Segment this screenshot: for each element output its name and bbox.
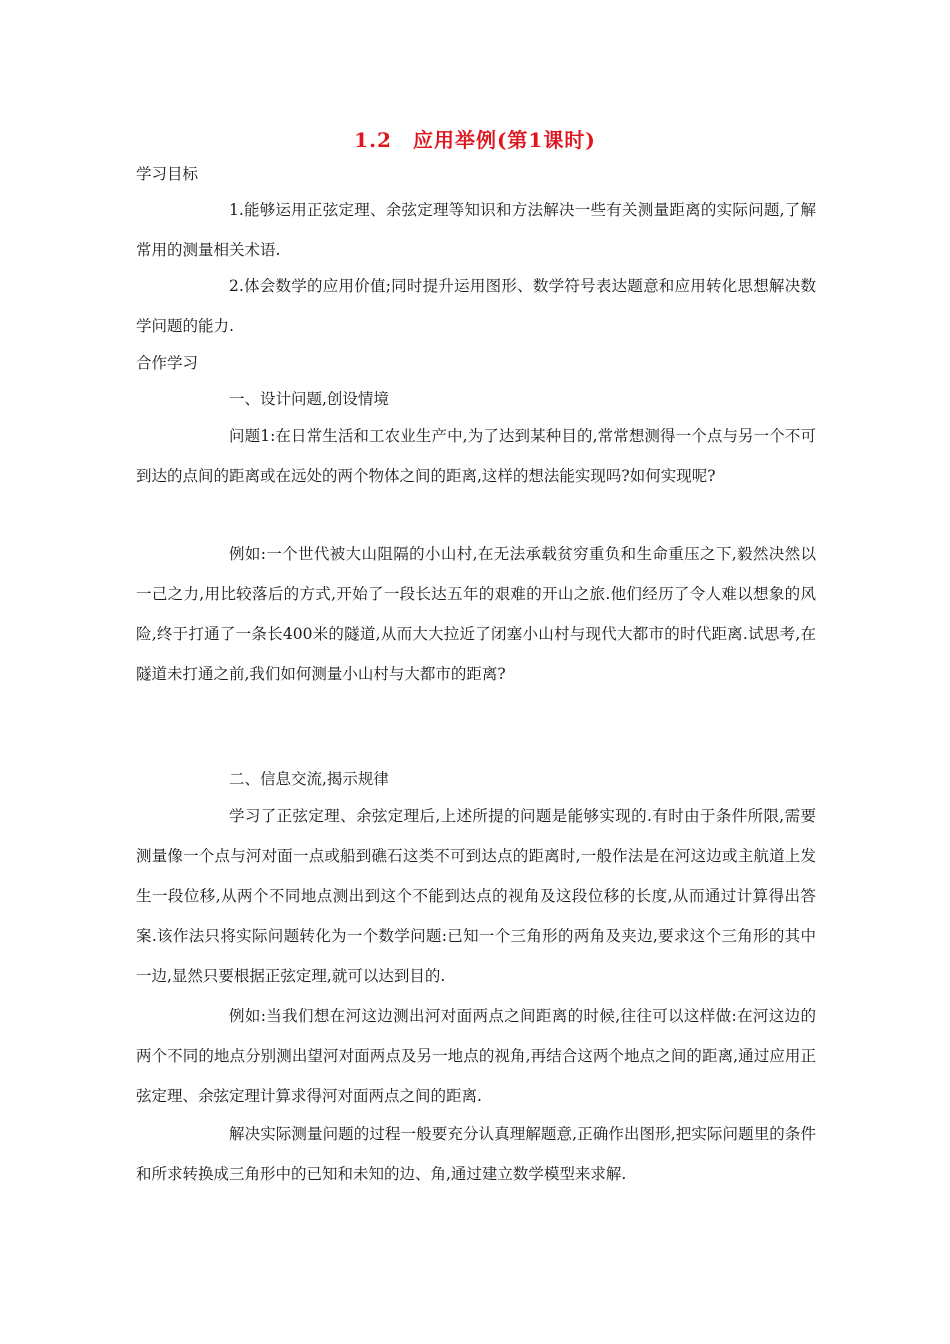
objectives-heading: 学习目标	[136, 165, 199, 183]
part1-heading: 一、设计问题,创设情境	[229, 390, 389, 408]
part2-heading: 二、信息交流,揭示规律	[229, 770, 389, 788]
part2-para2: 例如:当我们想在河这边测出河对面两点之间距离的时候,往往可以这样做:在河这边的两个不同的地点分别测出望河对面两点及另一地点的视角,再结合这两个地点之间的距离,通过应用正弦定理、余弦定理计算求得河对面两点之间的距离.	[136, 1007, 816, 1105]
part1-question: 问题1:在日常生活和工农业生产中,为了达到某种目的,常常想测得一个点与另一个不可到达的点间的距离或在远处的两个物体之间的距离,这样的想法能实现吗?如何实现呢?	[136, 427, 816, 485]
objective-2: 2.体会数学的应用价值;同时提升运用图形、数学符号表达题意和应用转化思想解决数学问题的能力.	[136, 277, 816, 335]
objective-1: 1.能够运用正弦定理、余弦定理等知识和方法解决一些有关测量距离的实际问题,了解常用的测量相关术语.	[136, 201, 816, 259]
part2-para1: 学习了正弦定理、余弦定理后,上述所提的问题是能够实现的.有时由于条件所限,需要测量像一个点与河对面一点或船到礁石这类不可到达点的距离时,一般作法是在河这边或主航道上发生一段位移,从两个不同地点测出到这个不能到达点的视角及这段位移的长度,从而通过计算得出答案.该作法只将实际问题转化为一个数学问题:已知一个三角形的两角及夹边,要求这个三角形的其中一边,显然只要根据正弦定理,就可以达到目的.	[136, 807, 816, 985]
part2-para3: 解决实际测量问题的过程一般要充分认真理解题意,正确作出图形,把实际问题里的条件和所求转换成三角形中的已知和未知的边、角,通过建立数学模型来求解.	[136, 1125, 816, 1183]
coop-heading: 合作学习	[136, 354, 199, 372]
part1-example: 例如:一个世代被大山阻隔的小山村,在无法承载贫穷重负和生命重压之下,毅然决然以一己之力,用比较落后的方式,开始了一段长达五年的艰难的开山之旅.他们经历了令人难以想象的风险,终于打通了一条长400米的隧道,从而大大拉近了闭塞小山村与现代大都市的时代距离.试思考,在隧道未打通之前,我们如何测量小山村与大都市的距离?	[136, 545, 816, 683]
page-title: 1.2 应用举例(第1课时)	[354, 128, 596, 152]
